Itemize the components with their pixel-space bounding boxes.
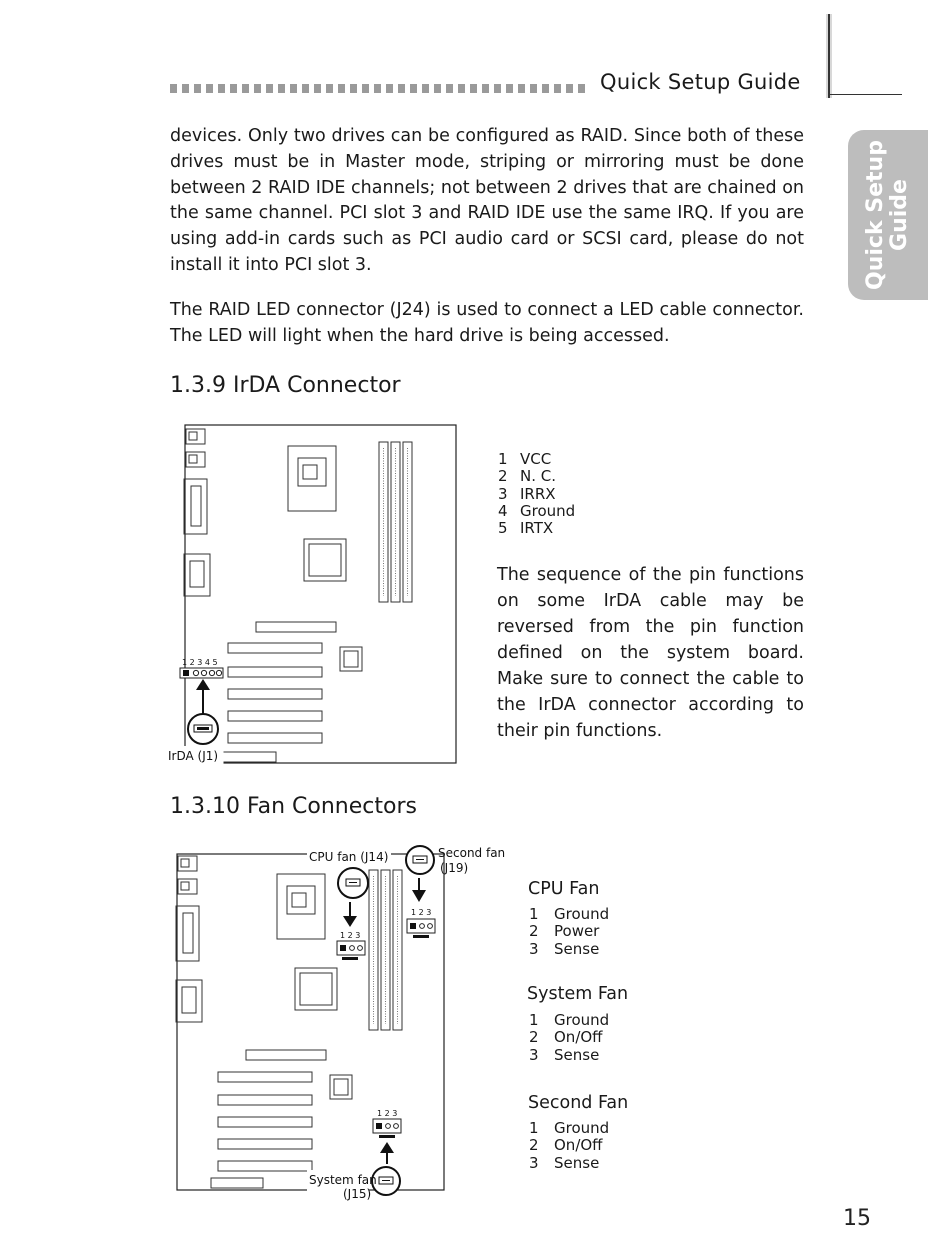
pin-name: Ground [520,501,576,520]
pin-number: 3 [498,484,508,503]
pin-number: 2 [498,467,508,486]
pin-name: VCC [520,450,552,468]
pin-number: 3 [529,939,539,958]
section-tab-line2: Guide [887,179,912,251]
pin-number: 1 [529,905,539,923]
irda-heading: 1.3.9 IrDA Connector [170,373,401,398]
pin-number: 3 [529,1153,539,1172]
pin-number: 1 [529,1011,539,1029]
pin-name: Power [554,922,600,941]
pin-name: On/Off [554,1136,603,1155]
irda-pin-row [498,520,575,537]
fan-pin-row [529,941,609,958]
irda-connector-label: IrDA (J1) [168,749,219,763]
pin-name: Ground [554,1119,610,1137]
section-tab-line1: Quick Setup [863,140,888,290]
system-fan-pin-numbers: 1 2 3 [377,1109,398,1118]
cpu-fan-pin-numbers: 1 2 3 [340,931,361,940]
fan-pin-row [529,1012,609,1029]
corner-mark-line [828,14,830,98]
pin-number: 2 [529,922,539,941]
page-number: 15 [843,1206,871,1231]
irda-note: The sequence of the pin functions on some IrDA cable may be reversed from the pin function defined on the system board. Make sure to connect the cable to the IrDA connector according to their pin functions. [497,565,804,741]
pin-name: Sense [554,1153,600,1172]
fan-pin-row [529,1155,609,1172]
irda-board-diagram [166,424,461,769]
pin-name: Sense [554,939,600,958]
pin-name: IRTX [520,519,554,538]
paragraph-raid: devices. Only two drives can be configured as RAID. Since both of these drives must be in Master mode, striping or mirroring must be done between 2 RAID IDE channels; not between 2 drives that are chained on the same channel. PCI slot 3 and RAID IDE use the same IRQ. If you are using add-in cards such as PCI audio card or SCSI card, please do not install it into PCI slot 3. [170,126,804,275]
pin-number: 2 [529,1136,539,1155]
pin-name: Ground [554,1011,610,1029]
fan-pin-row [529,1120,609,1137]
pin-name: Ground [554,905,610,923]
irda-pin-row [498,503,575,520]
cpu-fan-pin-list [529,906,609,958]
fan-pin-row [529,1029,609,1046]
pin-name: IRRX [520,484,556,503]
system-fan-label: System fan [309,1173,377,1187]
irda-pin-row [498,451,575,468]
pin-number: 5 [498,519,508,538]
header-title: Quick Setup Guide [600,70,801,94]
header-dot-rule [170,84,590,93]
pin-number: 4 [498,501,508,520]
system-fan-title: System Fan [527,984,629,1004]
irda-pin-list [498,451,575,537]
pin-name: N. C. [520,467,556,486]
irda-pin-row [498,468,575,485]
system-fan-pin-list [529,1012,609,1064]
cpu-fan-title: CPU Fan [528,879,600,899]
cpu-fan-label: CPU fan (J14) [309,850,389,864]
pin-number: 3 [529,1045,539,1064]
fan-pin-row [529,1047,609,1064]
fan-board-diagram [170,842,505,1204]
irda-pin-row [498,486,575,503]
paragraph-raid-led: The RAID LED connector (J24) is used to connect a LED cable connector. The LED will light when the hard drive is being accessed. [170,300,804,346]
pin-name: On/Off [554,1028,603,1047]
system-fan-id: (J15) [343,1187,372,1201]
section-tab-label [864,140,912,290]
pin-name: Sense [554,1045,600,1064]
second-fan-label: Second fan [438,846,505,860]
fan-pin-row [529,906,609,923]
second-fan-pin-numbers: 1 2 3 [411,908,432,917]
pin-number: 1 [529,1119,539,1137]
second-fan-pin-list [529,1120,609,1172]
corner-mark-base [830,94,902,95]
fan-pin-row [529,1137,609,1154]
second-fan-title: Second Fan [528,1093,629,1113]
irda-pin-header-numbers: 1 2 3 4 5 [182,658,218,667]
second-fan-id: (J19) [440,861,469,875]
fan-pin-row [529,923,609,940]
fan-heading: 1.3.10 Fan Connectors [170,794,417,819]
pin-number: 1 [498,450,508,468]
pin-number: 2 [529,1028,539,1047]
